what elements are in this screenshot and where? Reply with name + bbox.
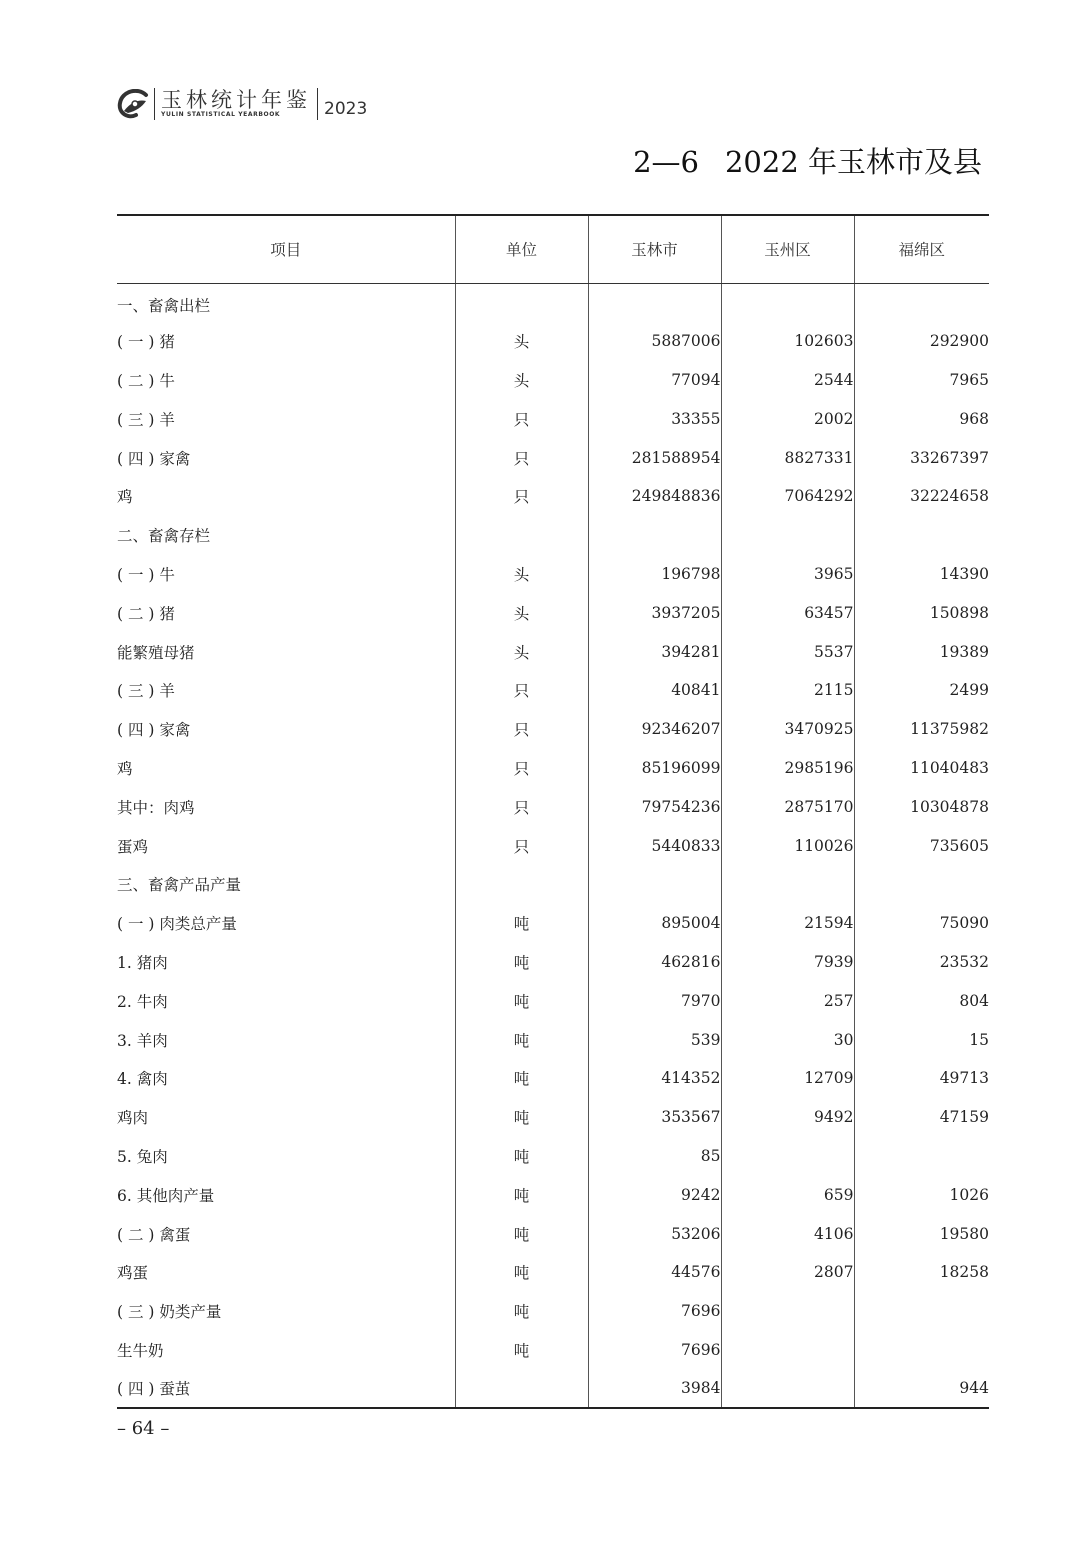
value-yulin: 92346207 bbox=[588, 710, 721, 749]
row-unit: 吨 bbox=[455, 1137, 588, 1176]
value-yuzhou: 2544 bbox=[721, 361, 854, 400]
value-yuzhou: 2002 bbox=[721, 399, 854, 438]
row-item-label: 生牛奶 bbox=[117, 1341, 164, 1360]
row-item-label: ( 一 ) 猪 bbox=[117, 333, 175, 352]
table-row bbox=[117, 1020, 989, 1059]
row-unit: 只 bbox=[455, 826, 588, 865]
row-unit: 只 bbox=[455, 710, 588, 749]
value-yulin: 414352 bbox=[588, 1059, 721, 1098]
row-item-label: ( 一 ) 肉类总产量 bbox=[117, 915, 237, 934]
value-yulin: 353567 bbox=[588, 1098, 721, 1137]
row-item-label: 二、畜禽存栏 bbox=[117, 527, 211, 546]
table-row bbox=[117, 943, 989, 982]
value-fumian: 944 bbox=[854, 1369, 989, 1408]
value-fumian: 19389 bbox=[854, 632, 989, 671]
value-fumian: 47159 bbox=[854, 1098, 989, 1137]
value-fumian: 7965 bbox=[854, 361, 989, 400]
table-row bbox=[117, 671, 989, 710]
table-title-text: 2022 年玉林市及县 bbox=[724, 145, 982, 179]
table-row bbox=[117, 1369, 989, 1408]
row-item-label: 1. 猪肉 bbox=[117, 953, 168, 972]
row-item-label: 3. 羊肉 bbox=[117, 1031, 168, 1050]
value-yuzhou: 9492 bbox=[721, 1098, 854, 1137]
value-fumian: 292900 bbox=[854, 322, 989, 361]
value-yuzhou bbox=[721, 516, 854, 555]
value-yulin: 394281 bbox=[588, 632, 721, 671]
value-yuzhou: 659 bbox=[721, 1175, 854, 1214]
value-yulin: 7970 bbox=[588, 981, 721, 1020]
row-item-label: 能繁殖母猪 bbox=[117, 643, 195, 662]
table-row bbox=[117, 632, 989, 671]
value-yulin: 539 bbox=[588, 1020, 721, 1059]
value-yulin: 895004 bbox=[588, 904, 721, 943]
row-item-label: ( 一 ) 牛 bbox=[117, 565, 175, 584]
value-fumian: 735605 bbox=[854, 826, 989, 865]
value-yulin: 196798 bbox=[588, 555, 721, 594]
row-item-label: ( 三 ) 羊 bbox=[117, 410, 175, 429]
table-row bbox=[117, 1214, 989, 1253]
page-number: – 64 – bbox=[117, 1418, 170, 1439]
value-fumian: 75090 bbox=[854, 904, 989, 943]
row-unit: 吨 bbox=[455, 981, 588, 1020]
value-fumian bbox=[854, 1292, 989, 1331]
row-item-label: 5. 兔肉 bbox=[117, 1147, 168, 1166]
value-yuzhou: 3470925 bbox=[721, 710, 854, 749]
value-fumian bbox=[854, 865, 989, 904]
row-item-label: 鸡蛋 bbox=[117, 1264, 149, 1283]
row-unit: 只 bbox=[455, 399, 588, 438]
table-row bbox=[117, 593, 989, 632]
value-yuzhou: 63457 bbox=[721, 593, 854, 632]
value-yulin: 3937205 bbox=[588, 593, 721, 632]
table-number: 2—6 bbox=[633, 145, 699, 179]
column-header-item: 项目 bbox=[117, 215, 455, 283]
value-fumian: 1026 bbox=[854, 1175, 989, 1214]
row-item-label: ( 三 ) 奶类产量 bbox=[117, 1303, 222, 1322]
value-yulin: 53206 bbox=[588, 1214, 721, 1253]
row-unit: 吨 bbox=[455, 943, 588, 982]
value-fumian: 33267397 bbox=[854, 438, 989, 477]
row-unit: 吨 bbox=[455, 1175, 588, 1214]
value-yulin: 281588954 bbox=[588, 438, 721, 477]
table-row bbox=[117, 1137, 989, 1176]
value-yulin: 462816 bbox=[588, 943, 721, 982]
header-year: 2023 bbox=[317, 88, 367, 120]
row-unit bbox=[455, 516, 588, 555]
row-unit bbox=[455, 1369, 588, 1408]
table-title bbox=[633, 140, 982, 181]
row-item-label: ( 四 ) 家禽 bbox=[117, 449, 191, 468]
value-yulin: 7696 bbox=[588, 1331, 721, 1370]
table-row bbox=[117, 1331, 989, 1370]
table-row bbox=[117, 516, 989, 555]
value-yuzhou: 12709 bbox=[721, 1059, 854, 1098]
yearbook-header bbox=[116, 86, 367, 122]
value-yuzhou: 2115 bbox=[721, 671, 854, 710]
table-row bbox=[117, 399, 989, 438]
row-item-label: ( 二 ) 猪 bbox=[117, 604, 175, 623]
table-row bbox=[117, 1292, 989, 1331]
value-fumian: 11375982 bbox=[854, 710, 989, 749]
table-row bbox=[117, 826, 989, 865]
row-unit: 头 bbox=[455, 632, 588, 671]
value-yuzhou: 30 bbox=[721, 1020, 854, 1059]
row-item-label: ( 二 ) 牛 bbox=[117, 371, 175, 390]
value-yuzhou: 257 bbox=[721, 981, 854, 1020]
value-fumian: 32224658 bbox=[854, 477, 989, 516]
value-yulin: 85196099 bbox=[588, 749, 721, 788]
value-yulin: 5440833 bbox=[588, 826, 721, 865]
value-fumian: 10304878 bbox=[854, 787, 989, 826]
row-item-label: 4. 禽肉 bbox=[117, 1070, 168, 1089]
table-row bbox=[117, 477, 989, 516]
value-yuzhou: 2807 bbox=[721, 1253, 854, 1292]
row-item-label: 鸡肉 bbox=[117, 1109, 149, 1128]
value-fumian: 11040483 bbox=[854, 749, 989, 788]
table-row bbox=[117, 904, 989, 943]
row-unit: 只 bbox=[455, 438, 588, 477]
row-item-label: 其中：肉鸡 bbox=[117, 798, 195, 817]
row-unit: 吨 bbox=[455, 1020, 588, 1059]
column-header-yulin: 玉林市 bbox=[588, 215, 721, 283]
row-unit: 只 bbox=[455, 477, 588, 516]
row-unit: 头 bbox=[455, 555, 588, 594]
value-yulin bbox=[588, 516, 721, 555]
table-row bbox=[117, 865, 989, 904]
row-item-label: 蛋鸡 bbox=[117, 837, 149, 856]
row-item-label: 鸡 bbox=[117, 759, 133, 778]
livestock-table bbox=[117, 214, 989, 1409]
table-row bbox=[117, 1175, 989, 1214]
value-yulin: 7696 bbox=[588, 1292, 721, 1331]
table-row bbox=[117, 981, 989, 1020]
table-row bbox=[117, 1253, 989, 1292]
table-body bbox=[117, 283, 989, 1408]
value-yulin: 5887006 bbox=[588, 322, 721, 361]
table-header-row bbox=[117, 215, 989, 283]
value-yuzhou: 2985196 bbox=[721, 749, 854, 788]
row-unit: 头 bbox=[455, 361, 588, 400]
value-yulin: 3984 bbox=[588, 1369, 721, 1408]
table-row bbox=[117, 283, 989, 322]
header-title-en: YULIN STATISTICAL YEARBOOK bbox=[161, 111, 281, 118]
row-unit: 吨 bbox=[455, 1059, 588, 1098]
value-yuzhou: 2875170 bbox=[721, 787, 854, 826]
value-yulin: 44576 bbox=[588, 1253, 721, 1292]
value-yuzhou bbox=[721, 865, 854, 904]
table-row bbox=[117, 438, 989, 477]
row-unit: 只 bbox=[455, 749, 588, 788]
value-yuzhou: 102603 bbox=[721, 322, 854, 361]
row-item-label: 一、畜禽出栏 bbox=[117, 296, 211, 315]
row-item-label: ( 四 ) 家禽 bbox=[117, 721, 191, 740]
table-row bbox=[117, 710, 989, 749]
value-yuzhou: 5537 bbox=[721, 632, 854, 671]
row-unit: 吨 bbox=[455, 1253, 588, 1292]
row-unit: 吨 bbox=[455, 1331, 588, 1370]
value-fumian bbox=[854, 283, 989, 322]
value-yulin: 79754236 bbox=[588, 787, 721, 826]
value-yulin bbox=[588, 283, 721, 322]
column-header-unit: 单位 bbox=[455, 215, 588, 283]
value-fumian: 19580 bbox=[854, 1214, 989, 1253]
row-item-label: 2. 牛肉 bbox=[117, 992, 168, 1011]
value-yuzhou: 21594 bbox=[721, 904, 854, 943]
value-fumian: 968 bbox=[854, 399, 989, 438]
value-yuzhou: 8827331 bbox=[721, 438, 854, 477]
value-yulin bbox=[588, 865, 721, 904]
table-row bbox=[117, 555, 989, 594]
row-unit: 只 bbox=[455, 787, 588, 826]
table-row bbox=[117, 1059, 989, 1098]
header-title-cn: 玉林统计年鉴 bbox=[161, 88, 311, 112]
value-fumian: 49713 bbox=[854, 1059, 989, 1098]
row-unit bbox=[455, 283, 588, 322]
row-unit: 只 bbox=[455, 671, 588, 710]
value-yulin: 40841 bbox=[588, 671, 721, 710]
value-yuzhou: 7064292 bbox=[721, 477, 854, 516]
row-item-label: 6. 其他肉产量 bbox=[117, 1186, 215, 1205]
column-header-yuzhou: 玉州区 bbox=[721, 215, 854, 283]
row-item-label: ( 三 ) 羊 bbox=[117, 682, 175, 701]
value-fumian: 804 bbox=[854, 981, 989, 1020]
row-item-label: ( 二 ) 禽蛋 bbox=[117, 1225, 191, 1244]
table-row bbox=[117, 787, 989, 826]
value-fumian: 23532 bbox=[854, 943, 989, 982]
value-yulin: 33355 bbox=[588, 399, 721, 438]
value-yuzhou bbox=[721, 1331, 854, 1370]
value-fumian: 2499 bbox=[854, 671, 989, 710]
value-fumian bbox=[854, 516, 989, 555]
value-yuzhou bbox=[721, 1292, 854, 1331]
value-yuzhou: 4106 bbox=[721, 1214, 854, 1253]
row-unit: 吨 bbox=[455, 1292, 588, 1331]
value-yuzhou: 3965 bbox=[721, 555, 854, 594]
table-row bbox=[117, 361, 989, 400]
value-fumian: 15 bbox=[854, 1020, 989, 1059]
value-yuzhou: 110026 bbox=[721, 826, 854, 865]
value-yuzhou: 7939 bbox=[721, 943, 854, 982]
row-unit bbox=[455, 865, 588, 904]
row-item-label: 三、畜禽产品产量 bbox=[117, 876, 242, 895]
table-row bbox=[117, 322, 989, 361]
value-yulin: 77094 bbox=[588, 361, 721, 400]
value-yulin: 9242 bbox=[588, 1175, 721, 1214]
table-row bbox=[117, 749, 989, 788]
row-item-label: 鸡 bbox=[117, 488, 133, 507]
row-unit: 头 bbox=[455, 593, 588, 632]
row-unit: 吨 bbox=[455, 904, 588, 943]
value-fumian: 14390 bbox=[854, 555, 989, 594]
yearbook-logo-icon bbox=[116, 89, 150, 119]
value-fumian bbox=[854, 1331, 989, 1370]
row-item-label: ( 四 ) 蚕茧 bbox=[117, 1369, 455, 1408]
table-row bbox=[117, 1098, 989, 1137]
row-unit: 吨 bbox=[455, 1214, 588, 1253]
value-yulin: 85 bbox=[588, 1137, 721, 1176]
value-yuzhou bbox=[721, 1137, 854, 1176]
value-fumian: 18258 bbox=[854, 1253, 989, 1292]
value-yuzhou bbox=[721, 283, 854, 322]
row-unit: 吨 bbox=[455, 1098, 588, 1137]
value-fumian bbox=[854, 1137, 989, 1176]
value-fumian: 150898 bbox=[854, 593, 989, 632]
row-unit: 头 bbox=[455, 322, 588, 361]
value-yulin: 249848836 bbox=[588, 477, 721, 516]
header-title-block bbox=[154, 88, 311, 120]
column-header-fumian: 福绵区 bbox=[854, 215, 989, 283]
value-yuzhou bbox=[721, 1369, 854, 1408]
